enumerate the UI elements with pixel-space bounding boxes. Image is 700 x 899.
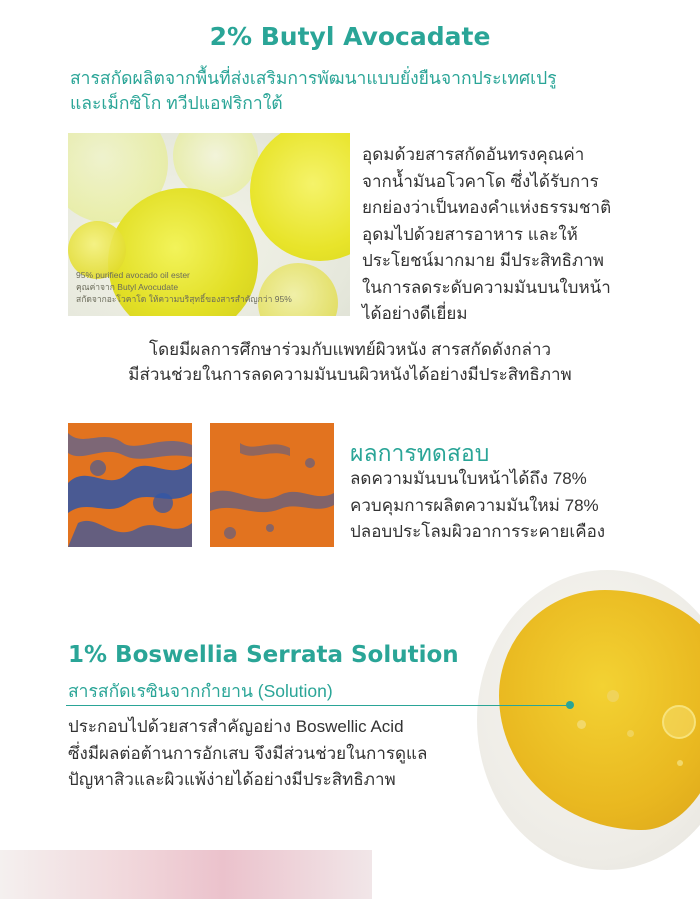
section1-description xyxy=(362,142,611,328)
skin-test-after-image xyxy=(210,423,334,547)
image-caption-line: คุณค่าจาก Butyl Avocudate xyxy=(76,282,179,292)
description-line: ได้อย่างดีเยี่ยม xyxy=(362,304,468,323)
section1-subtitle-line: และเม็กซิโก ทวีปแอฟริกาใต้ xyxy=(70,93,283,113)
section2-subtitle: สารสกัดเรซินจากกำยาน (Solution) xyxy=(68,681,333,701)
section2-description xyxy=(68,714,427,794)
description-line: ในการลดระดับความมันบนใบหน้า xyxy=(362,277,611,297)
description-line: อุดมไปด้วยสารอาหาร และให้ xyxy=(362,224,578,244)
description-line: ประกอบไปด้วยสารสำคัญอย่าง Boswellic Acid xyxy=(68,717,404,736)
study-line: มีส่วนช่วยในการลดความมันบนผิวหนังได้อย่างมีประสิทธิภาพ xyxy=(128,365,572,384)
results-list xyxy=(350,466,605,546)
image-caption-line: 95% purified avocado oil ester xyxy=(76,270,190,280)
image-caption-line: สกัดจากอะโวคาโด ให้ความบริสุทธิ์ของสารสำคัญกว่า 95% xyxy=(76,294,292,304)
description-line: อุดมด้วยสารสกัดอันทรงคุณค่า xyxy=(362,145,585,164)
section2-title: 1% Boswellia Serrata Solution xyxy=(68,642,459,668)
section2-divider-line xyxy=(66,705,570,706)
results-line: ควบคุมการผลิตความมันใหม่ 78% xyxy=(350,495,599,515)
skin-test-before-image xyxy=(68,423,192,547)
pink-extract-image xyxy=(0,850,372,899)
avocado-oil-image xyxy=(68,133,350,316)
boswellia-droplet-image xyxy=(477,570,700,870)
section2-divider-dot xyxy=(566,701,574,709)
description-line: ซึ่งมีผลต่อต้านการอักเสบ จึงมีส่วนช่วยในการดูแล xyxy=(68,743,428,763)
study-line: โดยมีผลการศึกษาร่วมกับแพทย์ผิวหนัง สารสกัดดังกล่าว xyxy=(148,340,552,359)
results-title: ผลการทดสอบ xyxy=(350,440,490,466)
results-line: ลดความมันบนใบหน้าได้ถึง 78% xyxy=(350,469,587,488)
description-line: ประโยชน์มากมาย มีประสิทธิภาพ xyxy=(362,251,604,270)
description-line: จากน้ำมันอโวคาโด ซึ่งได้รับการ xyxy=(362,171,599,191)
description-line: ยกย่องว่าเป็นทองคำแห่งธรรมชาติ xyxy=(362,198,612,217)
section1-title: 2% Butyl Avocadate xyxy=(209,22,491,51)
results-line: ปลอบประโลมผิวอาการระคายเคือง xyxy=(350,522,606,541)
section1-subtitle-line: สารสกัดผลิตจากพื้นที่ส่งเสริมการพัฒนาแบบยั่งยืนจากประเทศเปรู xyxy=(70,68,557,88)
description-line: ปัญหาสิวและผิวแพ้ง่ายได้อย่างมีประสิทธิภาพ xyxy=(68,770,396,789)
